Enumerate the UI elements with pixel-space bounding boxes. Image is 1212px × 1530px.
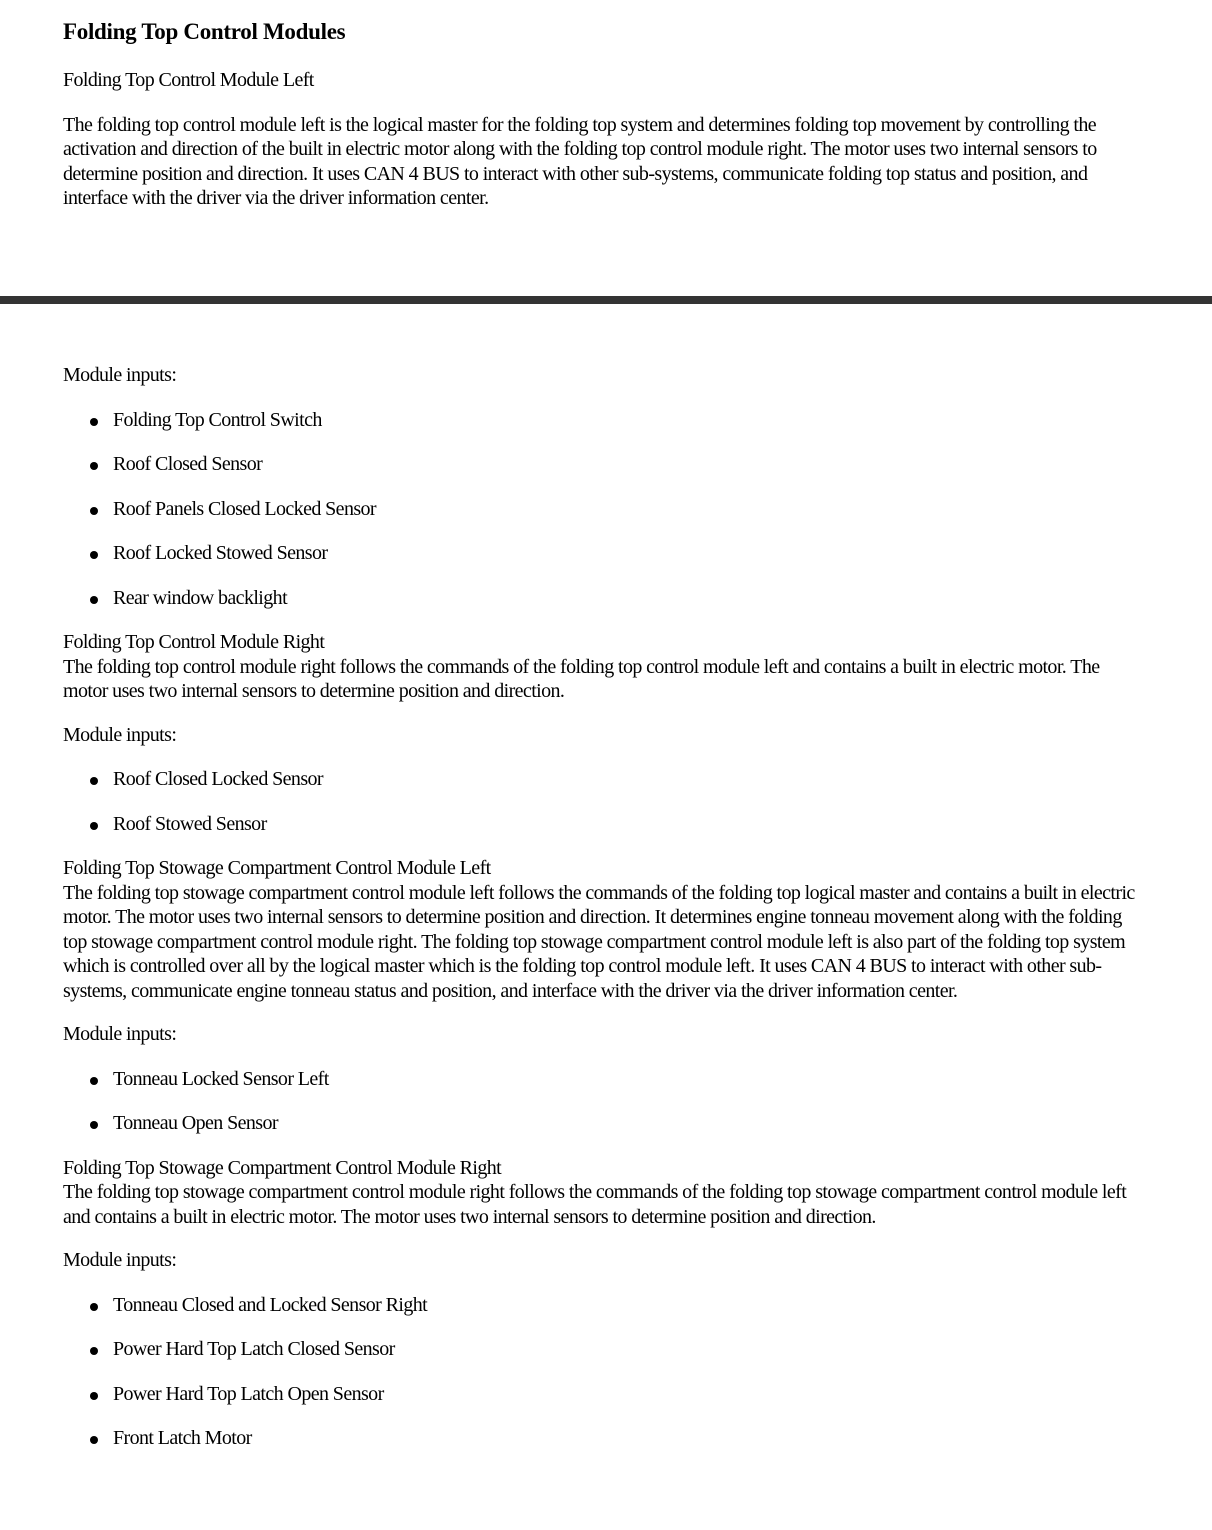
inputs-list <box>63 1067 1142 1136</box>
page-title: Folding Top Control Modules <box>63 19 346 44</box>
inputs-label: Module inputs: <box>63 1249 177 1271</box>
list-item <box>63 1382 1142 1407</box>
list-item-label: Folding Top Control Switch <box>113 408 322 431</box>
section-heading: Folding Top Control Module Right <box>63 631 325 653</box>
list-item-label: Rear window backlight <box>113 586 288 609</box>
list-item <box>63 1111 1142 1136</box>
list-item <box>63 767 1142 792</box>
page-body <box>63 363 1142 1451</box>
section-description: The folding top stowage compartment control module left follows the commands of the folding top logical master and contains a built in electric motor. The motor uses two internal sensors to determine position and direction. It determines engine tonneau movement along with the folding top stowage compartment control module right. The folding top stowage compartment control module left is also part of the folding top system which is controlled over all by the logical master which is the folding top control module left. It uses CAN 4 BUS to interact with other sub-systems, communicate engine tonneau status and position, and interface with the driver via the driver information center. <box>63 881 1135 1002</box>
page-divider <box>0 296 1212 304</box>
list-item <box>63 812 1142 837</box>
bullet-icon <box>90 1303 98 1311</box>
list-item <box>63 1337 1142 1362</box>
inputs-label: Module inputs: <box>63 723 177 746</box>
list-item-label: Roof Closed Locked Sensor <box>113 768 323 790</box>
section-description: The folding top stowage compartment control module right follows the commands of the folding top stowage compartment control module left and contains a built in electric motor. The motor uses two internal sensors to determine position and direction. <box>63 1181 1127 1228</box>
list-item-label: Roof Closed Sensor <box>113 453 263 475</box>
list-item-label: Tonneau Closed and Locked Sensor Right <box>113 1293 428 1316</box>
section-heading: Folding Top Stowage Compartment Control Module Right <box>63 1156 502 1179</box>
list-item <box>63 1426 1142 1451</box>
list-item-label: Roof Panels Closed Locked Sensor <box>113 497 376 520</box>
list-item-label: Power Hard Top Latch Open Sensor <box>113 1382 384 1405</box>
list-item <box>63 408 1142 433</box>
list-item-label: Roof Stowed Sensor <box>113 812 267 835</box>
section-heading: Folding Top Control Module Left <box>63 69 314 91</box>
list-item <box>63 541 1142 566</box>
list-item-label: Roof Locked Stowed Sensor <box>113 542 328 564</box>
bullet-icon <box>90 507 98 515</box>
inputs-list <box>63 767 1142 836</box>
section-ftcm-left-intro <box>63 68 1142 211</box>
bullet-icon <box>90 1347 98 1355</box>
inputs-label: Module inputs: <box>63 1023 177 1045</box>
bullet-icon <box>90 1077 98 1085</box>
bullet-icon <box>90 1392 98 1400</box>
bullet-icon <box>90 1436 98 1444</box>
inputs-list <box>63 1293 1142 1451</box>
list-item <box>63 497 1142 522</box>
bullet-icon <box>90 551 98 559</box>
list-item <box>63 586 1142 611</box>
list-item-label: Front Latch Motor <box>113 1427 252 1449</box>
bullet-icon <box>90 777 98 785</box>
list-item <box>63 452 1142 477</box>
inputs-list <box>63 408 1142 611</box>
list-item <box>63 1067 1142 1092</box>
list-item-label: Tonneau Locked Sensor Left <box>113 1067 329 1090</box>
bullet-icon <box>90 418 98 426</box>
section-heading: Folding Top Stowage Compartment Control Module Left <box>63 857 491 879</box>
list-item <box>63 1293 1142 1318</box>
bullet-icon <box>90 1121 98 1129</box>
bullet-icon <box>90 822 98 830</box>
section-description: The folding top control module left is the logical master for the folding top system and determines folding top movement by controlling the activation and direction of the built in electric motor along with the folding top control module right. The motor uses two internal sensors to determine position and direction. It uses CAN 4 BUS to interact with other sub-systems, communicate folding top status and position, and interface with the driver via the driver information center. <box>63 113 1097 209</box>
bullet-icon <box>90 596 98 604</box>
bullet-icon <box>90 462 98 470</box>
list-item-label: Power Hard Top Latch Closed Sensor <box>113 1338 395 1360</box>
inputs-label: Module inputs: <box>63 364 177 386</box>
list-item-label: Tonneau Open Sensor <box>113 1112 278 1134</box>
section-description: The folding top control module right follows the commands of the folding top control module left and contains a built in electric motor. The motor uses two internal sensors to determine position and direction. <box>63 655 1100 702</box>
